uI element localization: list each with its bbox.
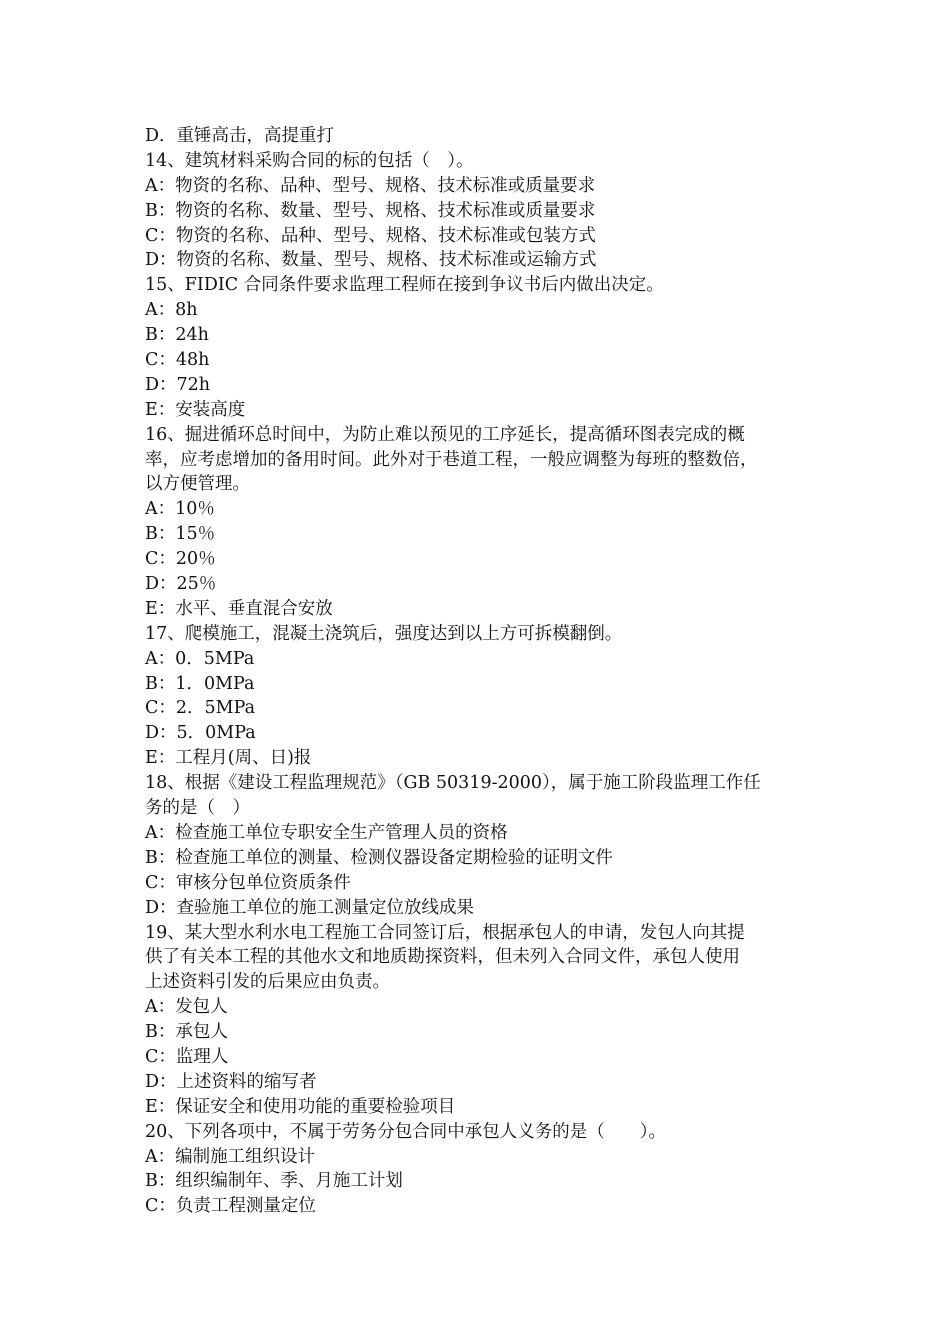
question-line: 16、掘进循环总时间中，为防止难以预见的工序延长，提高循环图表完成的概 [145,424,745,445]
option-line: D：上述资料的缩写者 [145,1071,317,1092]
question-line: 15、FIDIC 合同条件要求监理工程师在接到争议书后内做出决定。 [145,275,664,296]
option-line: C：审核分包单位资质条件 [145,872,351,893]
question-line: 17、爬模施工，混凝土浇筑后，强度达到以上方可拆模翻倒。 [145,623,623,644]
option-line: A：物资的名称、品种、型号、规格、技术标准或质量要求 [145,175,596,196]
option-line: B：承包人 [145,1022,228,1043]
option-line: D：5．0MPa [145,723,256,744]
option-line: E：保证安全和使用功能的重要检验项目 [145,1096,456,1117]
option-line: C：物资的名称、品种、型号、规格、技术标准或包装方式 [145,225,596,246]
option-line: A：发包人 [145,997,228,1018]
option-line: D：72h [145,374,211,395]
option-line: D：物资的名称、数量、型号、规格、技术标准或运输方式 [145,250,597,271]
option-line: E：安装高度 [145,399,246,420]
question-line: 上述资料引发的后果应由负责。 [145,972,390,993]
option-line: C：监理人 [145,1046,229,1067]
option-line: C：48h [145,350,210,371]
option-line: E：水平、垂直混合安放 [145,598,333,619]
option-line: C：2．5MPa [145,698,255,719]
question-line: 以方便管理。 [145,474,250,495]
question-line: 18、根据《建设工程监理规范》（GB 50319-2000），属于施工阶段监理工作任 [145,773,761,794]
question-line: 务的是（ ） [145,798,250,819]
option-line: A：10％ [145,499,215,520]
option-line: C：负责工程测量定位 [145,1196,316,1217]
option-line: B：15％ [145,524,216,545]
option-line: B：检查施工单位的测量、检测仪器设备定期检验的证明文件 [145,847,613,868]
option-line: E：工程月(周、日)报 [145,748,312,769]
option-line: D．重锤高击，高提重打 [145,126,335,146]
option-line: D：查验施工单位的施工测量定位放线成果 [145,897,475,918]
question-line: 20、下列各项中，不属于劳务分包合同中承包人义务的是（ ）。 [145,1121,667,1142]
option-line: A：8h [145,300,198,321]
option-line: D：25％ [145,574,217,595]
option-line: B：1．0MPa [145,673,255,694]
option-line: A：检查施工单位专职安全生产管理人员的资格 [145,822,508,843]
question-line: 14、建筑材料采购合同的标的包括（ ）。 [145,150,474,171]
option-line: A：编制施工组织设计 [145,1146,316,1167]
option-line: A：0．5MPa [145,648,255,669]
option-line: B：物资的名称、数量、型号、规格、技术标准或质量要求 [145,200,596,221]
question-line: 供了有关本工程的其他水文和地质勘探资料，但未列入合同文件，承包人使用 [145,947,740,968]
document-body [145,124,825,1219]
question-line: 率，应考虑增加的备用时间。此外对于巷道工程，一般应调整为每班的整数倍， [145,449,758,470]
option-line: C：20％ [145,549,216,570]
option-line: B：24h [145,325,209,346]
option-line: B：组织编制年、季、月施工计划 [145,1171,403,1192]
question-line: 19、某大型水利水电工程施工合同签订后，根据承包人的申请，发包人向其提 [145,922,745,943]
